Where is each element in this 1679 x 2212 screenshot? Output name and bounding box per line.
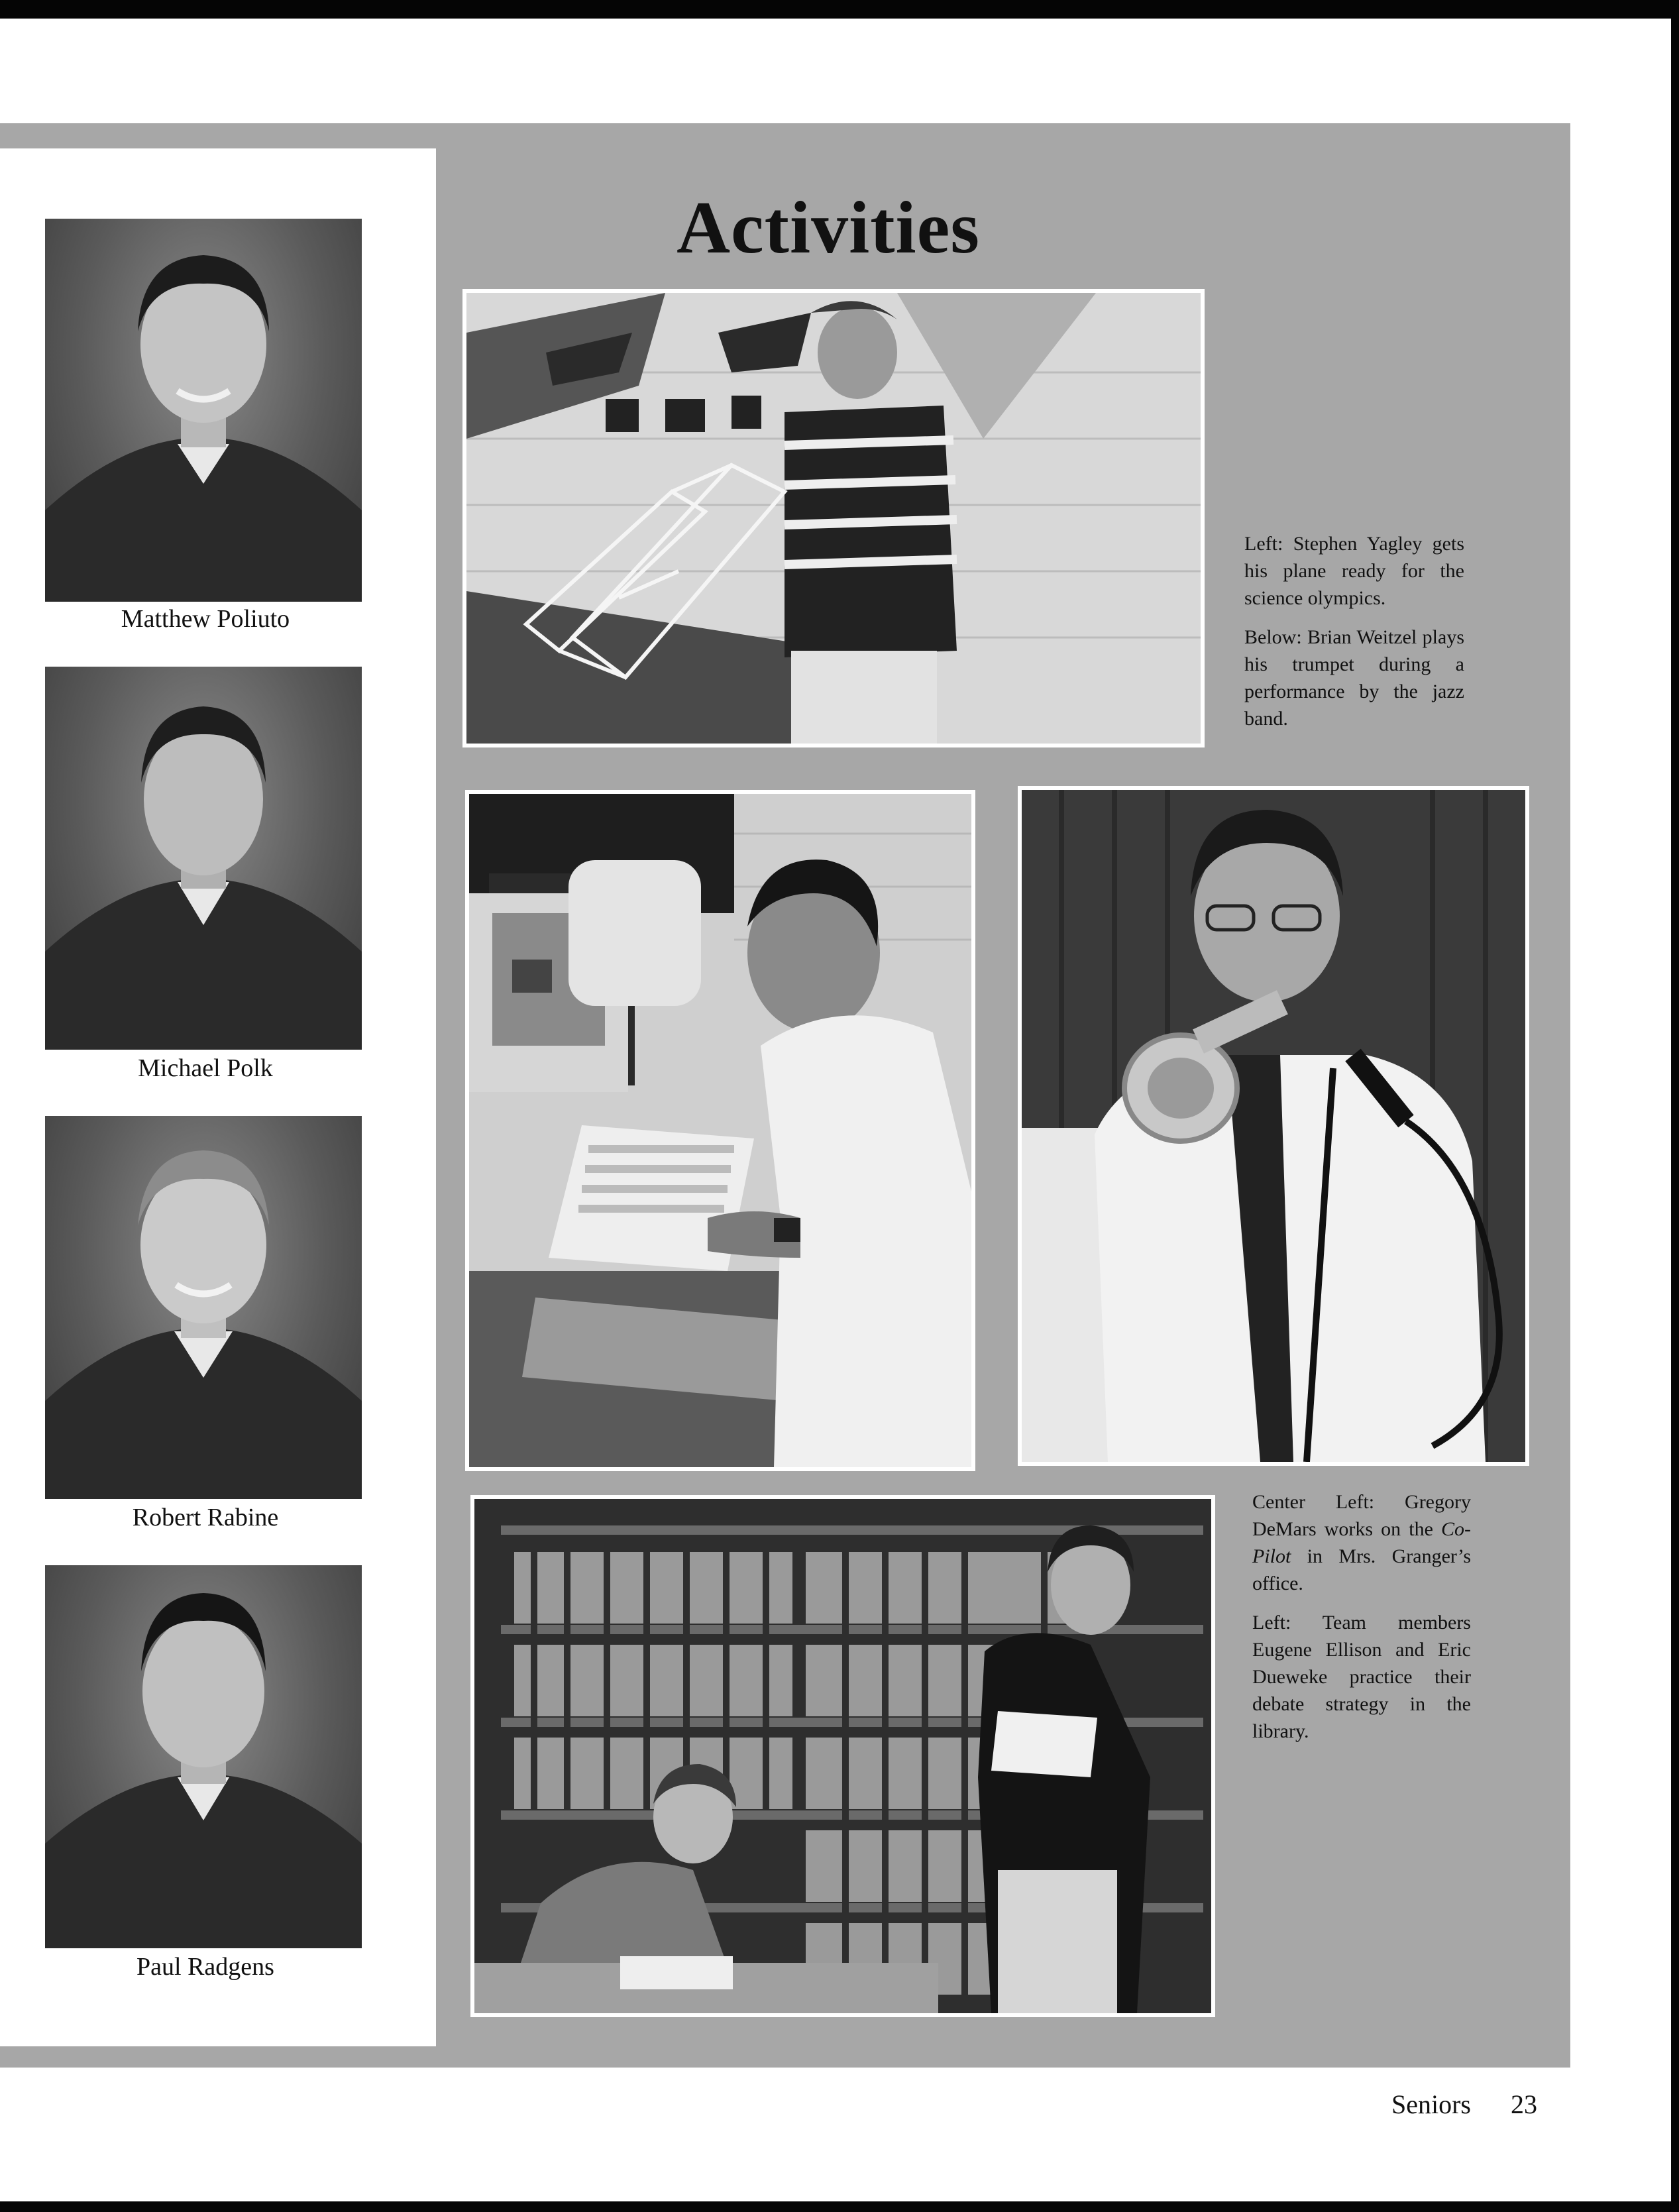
photo-trumpet — [1018, 786, 1529, 1466]
caption-trumpet-prefix: Below: — [1244, 626, 1302, 648]
library-photo-image — [474, 1499, 1211, 2013]
photo-library — [470, 1495, 1215, 2017]
caption-debate-text: Team members Eugene Ellison and Eric Dueweke practice their debate strategy in the library. — [1252, 1612, 1471, 1742]
portrait-photo-2 — [45, 667, 362, 1050]
page-title: Activities — [677, 187, 980, 269]
photo-computer — [465, 790, 975, 1471]
computer-photo-image — [469, 794, 971, 1467]
graduate-portrait-image — [45, 219, 362, 602]
trumpet-photo-image — [1022, 790, 1525, 1462]
graduate-portrait-image — [45, 667, 362, 1050]
caption-computer-text-2: in Mrs. Granger’s office. — [1252, 1545, 1471, 1594]
caption-computer-italic: Co-Pilot — [1252, 1518, 1471, 1567]
footer-section-label: Seniors — [1391, 2089, 1471, 2119]
model-plane-photo-image — [466, 293, 1201, 744]
page-footer — [1391, 2089, 1590, 2120]
caption-computer — [1252, 1488, 1471, 1597]
caption-plane-prefix: Left: — [1244, 533, 1283, 555]
page-number: 23 — [1511, 2089, 1537, 2119]
scan-top-border — [0, 0, 1679, 19]
caption-debate — [1252, 1609, 1471, 1745]
caption-computer-text-1: Gregory DeMars works on the — [1252, 1491, 1471, 1540]
graduate-portrait-image — [45, 1116, 362, 1499]
scan-bottom-border — [0, 2201, 1679, 2212]
portrait-name-3: Robert Rabine — [132, 1504, 279, 1531]
caption-plane-text: Stephen Yagley gets his plane ready for the science olympics. — [1244, 533, 1465, 609]
caption-top — [1244, 530, 1464, 744]
caption-computer-prefix: Center Left: — [1252, 1491, 1375, 1513]
caption-plane — [1244, 530, 1464, 612]
portrait-photo-4 — [45, 1565, 362, 1948]
portrait-name-1: Matthew Poliuto — [121, 605, 290, 633]
portrait-photo-1 — [45, 219, 362, 602]
portrait-photo-3 — [45, 1116, 362, 1499]
caption-trumpet — [1244, 624, 1464, 732]
caption-debate-prefix: Left: — [1252, 1612, 1291, 1633]
caption-bottom — [1252, 1488, 1471, 1757]
portrait-name-4: Paul Radgens — [136, 1953, 274, 1981]
photo-model-plane — [462, 289, 1205, 747]
portrait-name-2: Michael Polk — [138, 1054, 273, 1082]
graduate-portrait-image — [45, 1565, 362, 1948]
caption-trumpet-text: Brian Weitzel plays his trumpet during a performance by the jazz band. — [1244, 626, 1464, 730]
scan-right-border — [1671, 0, 1679, 2212]
